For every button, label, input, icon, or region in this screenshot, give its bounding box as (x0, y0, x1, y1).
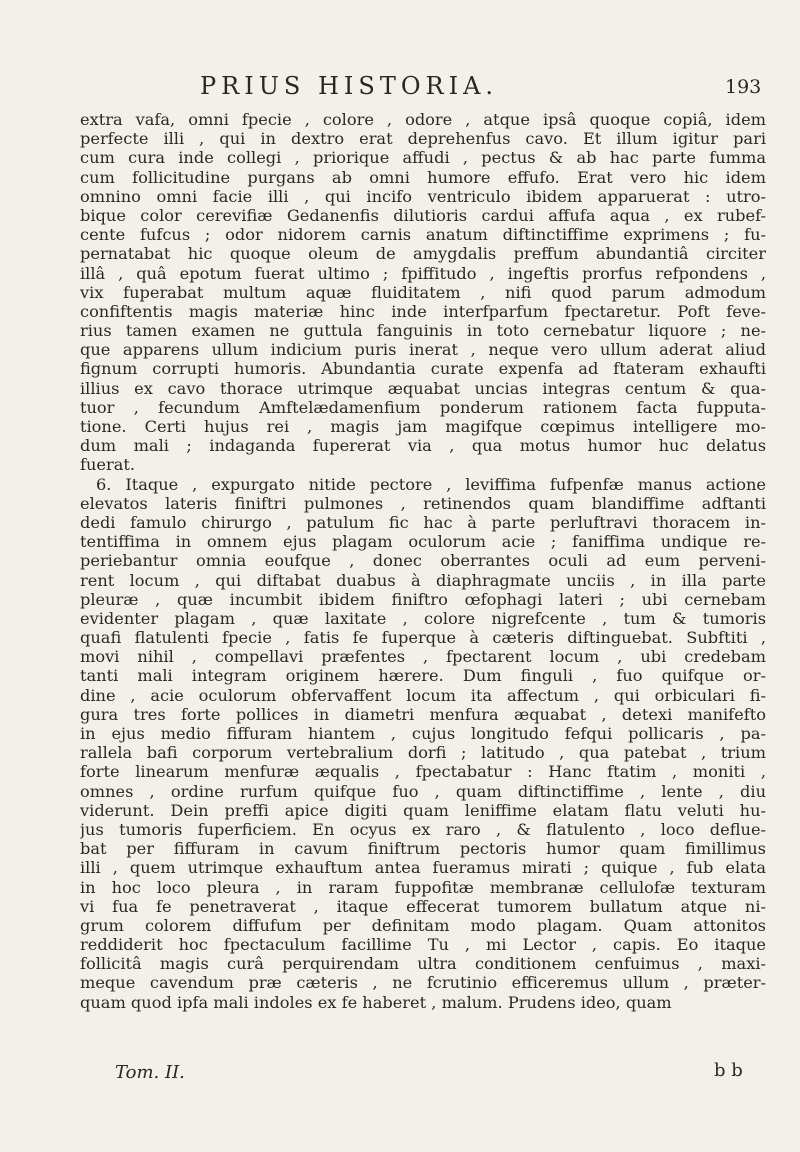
text-line: follicitâ magis curâ perquirendam ultra conditionem cenfuimus , maxi- (80, 954, 766, 974)
text-line: rallela bafi corporum vertebralium dorfi ; latitudo , qua patebat , trium (80, 743, 766, 763)
text-line: bique color cerevifiæ Gedanenfis dilutioris cardui affufa aqua , ex rubef- (80, 205, 766, 225)
text-line: fuerat. (80, 455, 136, 475)
text-line: fignum corrupti humoris. Abundantia curate expenfa ad ftateram exhaufti (80, 359, 766, 379)
text-line: viderunt. Dein preffi apice digiti quam leniffime elatam flatu veluti hu- (80, 800, 766, 820)
text-line: omnes , ordine rurfum quifque fuo , quam diftinctiffime , lente , diu (80, 781, 766, 801)
text-line: illi , quem utrimque exhauftum antea fueramus mirati ; quique , fub elata (80, 858, 766, 878)
text-line: tuor , fecundum Amftelædamenfium ponderum rationem facta fupputa- (80, 397, 766, 417)
text-line: movi nihil , compellavi præfentes , fpectarent locum , ubi credebam (80, 647, 766, 667)
text-line: cum follicitudine purgans ab omni humore effufo. Erat vero hic idem (80, 167, 766, 187)
text-line: dum mali ; indaganda fupererat via , qua motus humor huc delatus (80, 436, 766, 456)
text-line: forte linearum menfuræ æqualis , fpectabatur : Hanc ftatim , moniti , (80, 762, 766, 782)
text-line: rent locum , qui diftabat duabus à diaphragmate unciis , in illa parte (80, 570, 766, 590)
text-line: vi fua fe penetraverat , itaque effecerat tumorem bullatum atque ni- (80, 896, 766, 916)
text-line: periebantur omnia eoufque , donec oberrantes oculi ad eum perveni- (80, 551, 766, 571)
text-line: tione. Certi hujus rei , magis jam magifque cœpimus intelligere mo- (80, 417, 766, 436)
text-line: jus tumoris fuperficiem. En ocyus ex raro , & flatulento , loco deflue- (80, 819, 766, 839)
page-footer (0, 1062, 800, 1086)
text-line: vix fuperabat multum aquæ fluiditatem , nifi quod parum admodum (80, 282, 766, 302)
text-line: dine , acie oculorum obfervaffent locum ita affectum , qui orbiculari fi- (80, 685, 766, 705)
text-line: meque cavendum præ cæteris , ne fcrutinio efficeremus ullum , præter- (80, 973, 766, 993)
text-line: gura tres forte pollices in diametri menfura æquabat , detexi manifefto (80, 704, 766, 724)
text-line: illius ex cavo thorace utrimque æquabat uncias integras centum & qua- (80, 378, 766, 398)
text-line: que apparens ullum indicium puris inerat , neque vero ullum aderat aliud (80, 340, 766, 360)
text-line: in ejus medio fiffuram hiantem , cujus longitudo fefqui pollicaris , pa- (80, 724, 766, 743)
page-number: 193 (725, 76, 762, 98)
text-line: cum cura inde collegi , priorique affudi , pectus & ab hac parte fumma (80, 148, 766, 168)
text-line: cente fufcus ; odor nidorem carnis anatum diftinctiffime exprimens ; fu- (80, 225, 766, 245)
text-line: pleuræ , quæ incumbit ibidem finiftro œfophagi lateri ; ubi cernebam (80, 589, 766, 609)
text-line: pernatabat hic quoque oleum de amygdalis preffum abundantiâ circiter (80, 244, 766, 264)
text-line: rius tamen examen ne guttula fanguinis in toto cernebatur liquore ; ne- (80, 321, 766, 341)
text-line: 6. Itaque , expurgato nitide pectore , leviffima fufpenfæ manus actione (96, 474, 766, 494)
text-line: grum colorem diffufum per definitam modo plagam. Quam attonitos (80, 915, 766, 935)
text-line: omnino omni facie illi , qui incifo ventriculo ibidem apparuerat : utro- (80, 186, 766, 206)
text-line: quafi flatulenti fpecie , fatis fe fuperque à cæteris diftinguebat. Subftiti , (80, 628, 766, 648)
page-header (0, 72, 800, 108)
text-line: tanti mali integram originem hærere. Dum finguli , fuo quifque or- (80, 666, 766, 686)
text-line: in hoc loco pleura , in raram fuppofitæ membranæ cellulofæ texturam (80, 877, 766, 897)
text-line: perfecte illi , qui in dextro erat deprehenfus cavo. Et illum igitur pari (80, 129, 766, 149)
text-line: elevatos lateris finiftri pulmones , retinendos quam blandiffime adftanti (80, 493, 766, 513)
text-line: confiftentis magis materiæ hinc inde interfparfum fpectaretur. Poft feve- (80, 301, 766, 321)
body-text (80, 110, 766, 1012)
text-line: extra vafa, omni fpecie , colore , odore , atque ipsâ quoque copiâ, idem (80, 110, 766, 129)
text-line: bat per fiffuram in cavum finiftrum pectoris humor quam fimillimus (80, 839, 766, 859)
text-line: illâ , quâ epotum fuerat ultimo ; fpiffitudo , ingeftis prorfus refpondens , (80, 263, 766, 283)
signature-mark: b b (714, 1060, 743, 1081)
text-line: evidenter plagam , quæ laxitate , colore nigrefcente , tum & tumoris (80, 608, 766, 628)
running-title: PRIUS HISTORIA. (200, 72, 499, 100)
text-line: tentiffima in omnem ejus plagam oculorum acie ; faniffima undique re- (80, 532, 766, 552)
volume-label: Tom. II. (115, 1062, 185, 1083)
text-line: quam quod ipfa mali indoles ex fe haberet , malum. Prudens ideo, quam (80, 992, 672, 1012)
text-line: reddiderit hoc fpectaculum facillime Tu , mi Lector , capis. Eo itaque (80, 935, 766, 955)
text-line: dedi famulo chirurgo , patulum fic hac à parte perluftravi thoracem in- (80, 512, 766, 532)
